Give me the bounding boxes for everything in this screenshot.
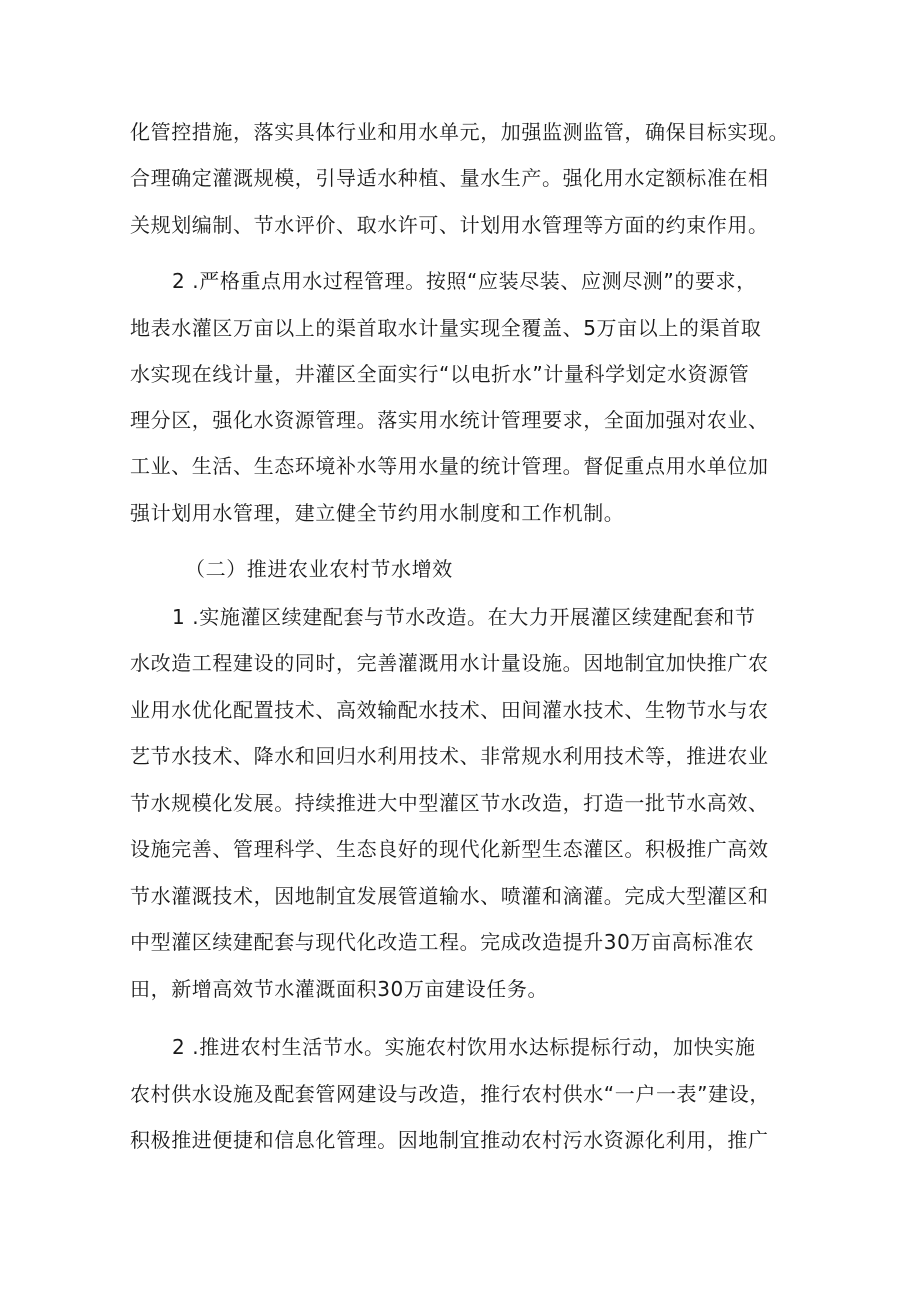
paragraph-line: 节水规模化发展。持续推进大中型灌区节水改造，打造一批节水高效、 — [130, 791, 769, 815]
paragraph-line: 中型灌区续建配套与现代化改造工程。完成改造提升30万亩高标准农 — [130, 930, 755, 954]
paragraph-line: 水实现在线计量，井灌区全面实行“以电折水”计量科学划定水资源管 — [130, 362, 750, 386]
section-heading: （二）推进农业农村节水增效 — [185, 557, 453, 581]
paragraph-line: 工业、生活、生态环境补水等用水量的统计管理。督促重点用水单位加 — [130, 454, 769, 478]
paragraph-line: 水改造工程建设的同时，完善灌溉用水计量设施。因地制宜加快推广农 — [130, 651, 769, 675]
paragraph-line: 合理确定灌溉规模，引导适水种植、量水生产。强化用水定额标准在相 — [130, 166, 769, 190]
paragraph-line: 地表水灌区万亩以上的渠首取水计量实现全覆盖、5万亩以上的渠首取 — [130, 316, 762, 340]
paragraph-line: 强计划用水管理，建立健全节约用水制度和工作机制。 — [130, 501, 625, 525]
paragraph-line: 积极推进便捷和信息化管理。因地制宜推动农村污水资源化利用，推广 — [130, 1128, 769, 1152]
paragraph-line: 关规划编制、节水评价、取水许可、计划用水管理等方面的约束作用。 — [130, 213, 769, 237]
paragraph-line: 节水灌溉技术，因地制宜发展管道输水、喷灌和滴灌。完成大型灌区和 — [130, 884, 769, 908]
paragraph-line: 理分区，强化水资源管理。落实用水统计管理要求，全面加强对农业、 — [130, 408, 769, 432]
paragraph-line: 化管控措施，落实具体行业和用水单元，加强监测监管，确保目标实现。 — [130, 120, 790, 144]
paragraph-line: 2 .推进农村生活节水。实施农村饮用水达标提标行动，加快实施 — [172, 1035, 756, 1059]
paragraph-line: 1 .实施灌区续建配套与节水改造。在大力开展灌区续建配套和节 — [172, 605, 756, 629]
paragraph-line: 业用水优化配置技术、高效输配水技术、田间灌水技术、生物节水与农 — [130, 698, 769, 722]
paragraph-line: 农村供水设施及配套管网建设与改造，推行农村供水“一户一表”建设， — [130, 1082, 770, 1106]
paragraph-line: 设施完善、管理科学、生态良好的现代化新型生态灌区。积极推广高效 — [130, 837, 769, 861]
paragraph-line: 田，新增高效节水灌溉面积30万亩建设任务。 — [130, 977, 549, 1001]
paragraph-line: 艺节水技术、降水和回归水利用技术、非常规水利用技术等，推进农业 — [130, 744, 769, 768]
paragraph-line: 2 .严格重点用水过程管理。按照“应装尽装、应测尽测”的要求， — [172, 269, 757, 293]
